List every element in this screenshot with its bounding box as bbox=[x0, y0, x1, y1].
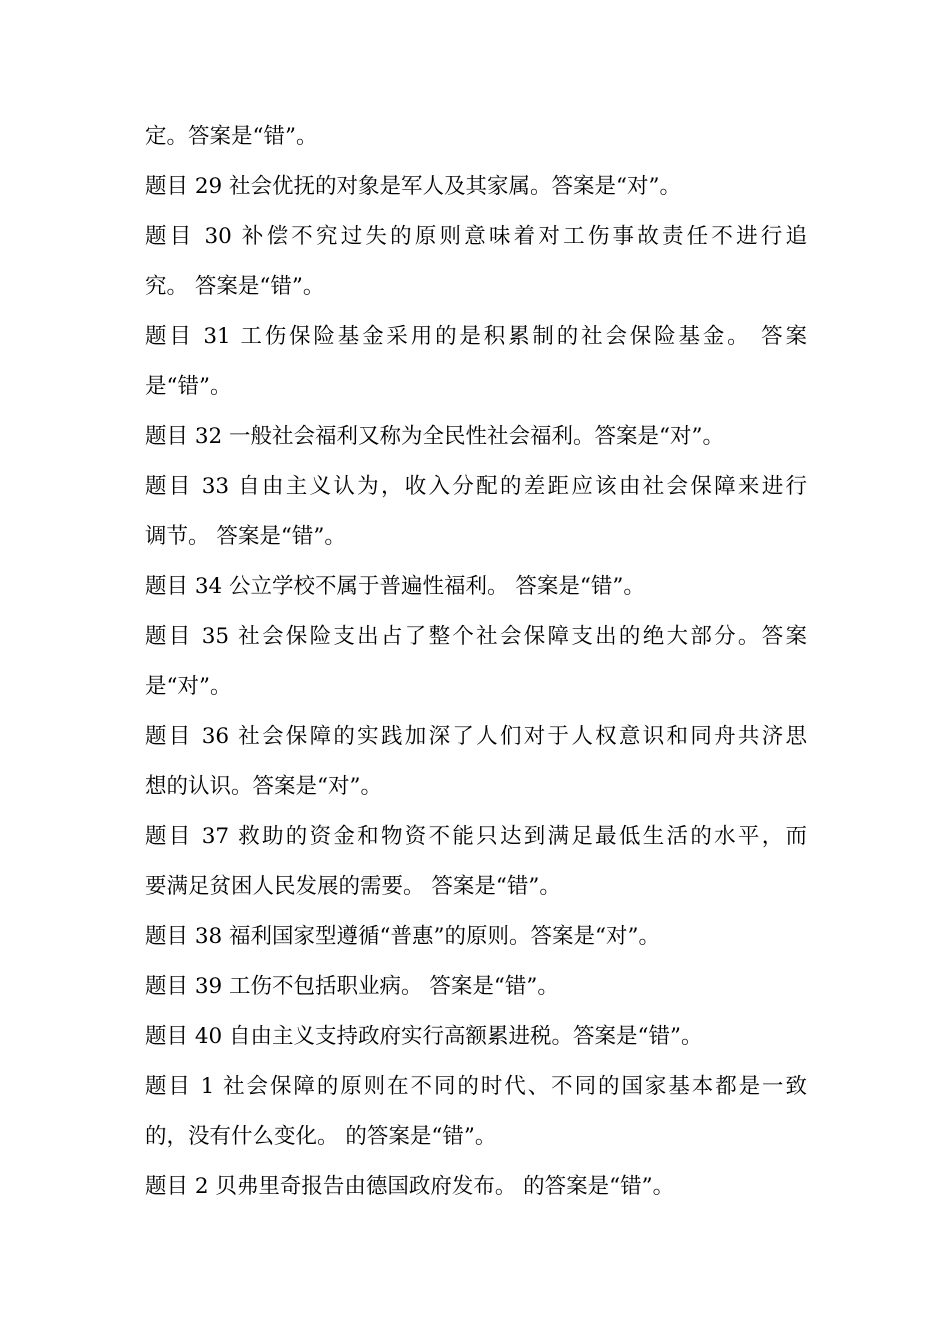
text-line: 是“对”。 bbox=[145, 674, 232, 699]
text-line: 题目 32 一般社会福利又称为全民性社会福利。答案是“对”。 bbox=[145, 424, 725, 449]
text-line: 的，没有什么变化。 的答案是“错”。 bbox=[145, 1124, 497, 1149]
text-line: 定。答案是“错”。 bbox=[145, 124, 318, 149]
document-body bbox=[145, 112, 807, 1212]
text-line: 题目 34 公立学校不属于普遍性福利。 答案是“错”。 bbox=[145, 574, 645, 599]
text-line: 调节。 答案是“错”。 bbox=[145, 524, 346, 549]
text-line: 题目 31 工伤保险基金采用的是积累制的社会保险基金。 答案 bbox=[145, 324, 807, 349]
text-line: 题目 1 社会保障的原则在不同的时代、不同的国家基本都是一致 bbox=[145, 1074, 807, 1099]
text-line: 要满足贫困人民发展的需要。 答案是“错”。 bbox=[145, 874, 561, 899]
text-line: 题目 39 工伤不包括职业病。 答案是“错”。 bbox=[145, 974, 559, 999]
text-line: 题目 29 社会优抚的对象是军人及其家属。答案是“对”。 bbox=[145, 174, 682, 199]
text-line: 究。 答案是“错”。 bbox=[145, 274, 325, 299]
text-line: 想的认识。答案是“对”。 bbox=[145, 774, 382, 799]
text-line: 题目 40 自由主义支持政府实行高额累进税。答案是“错”。 bbox=[145, 1024, 703, 1049]
text-line: 题目 35 社会保险支出占了整个社会保障支出的绝大部分。答案 bbox=[145, 624, 807, 649]
text-line: 是“错”。 bbox=[145, 374, 232, 399]
text-line: 题目 37 救助的资金和物资不能只达到满足最低生活的水平，而 bbox=[145, 824, 807, 849]
text-line: 题目 30 补偿不究过失的原则意味着对工伤事故责任不进行追 bbox=[145, 224, 807, 249]
text-line: 题目 38 福利国家型遵循“普惠”的原则。答案是“对”。 bbox=[145, 924, 660, 949]
text-line: 题目 33 自由主义认为，收入分配的差距应该由社会保障来进行 bbox=[145, 474, 807, 499]
text-line: 题目 2 贝弗里奇报告由德国政府发布。 的答案是“错”。 bbox=[145, 1174, 675, 1199]
text-line: 题目 36 社会保障的实践加深了人们对于人权意识和同舟共济思 bbox=[145, 724, 807, 749]
